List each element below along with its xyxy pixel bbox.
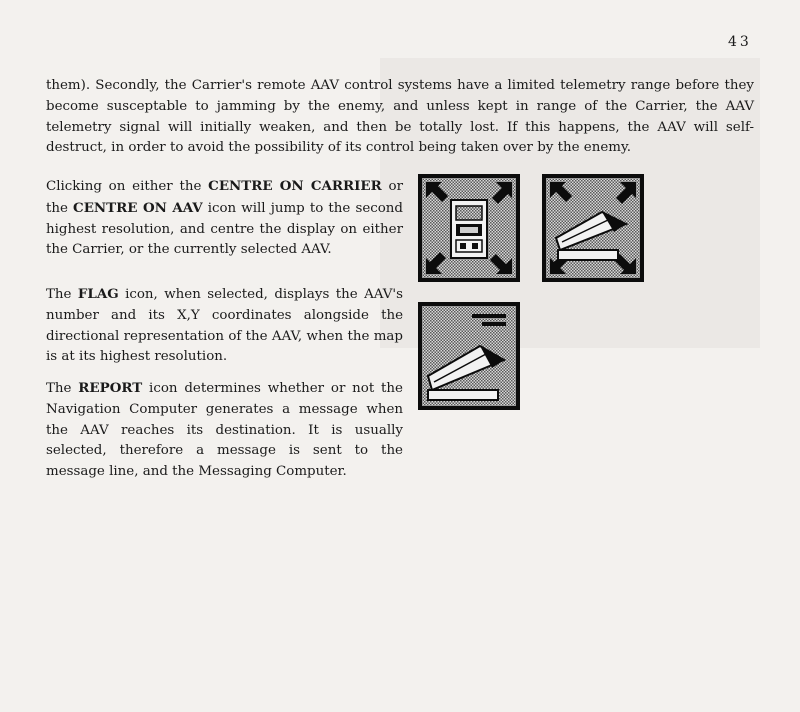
flag-text-2: icon, when selected, displays the AAV's number and its X,Y coordinates alongside the directional representation of the AAV, when the map is at its highest resolution.	[46, 287, 403, 365]
carrier-icon	[418, 174, 520, 282]
centre-text-2: or the	[46, 179, 403, 216]
report-text-1: The	[46, 381, 79, 396]
report-label: REPORT	[78, 380, 143, 396]
centre-on-carrier-label: CENTRE ON CARRIER	[208, 178, 382, 194]
report-text-2: icon determines whether or not the Navigation Computer generates a message when the AAV reaches its destination. It is usually selected, therefore a message is sent to the message line, and the Messaging Computer.	[46, 381, 403, 480]
flag-label: FLAG	[77, 286, 119, 302]
intro-paragraph: them). Secondly, the Carrier's remote AAV control systems have a limited telemetry range before they become susceptable to jamming by the enemy, and unless kept in range of the Carrier, the AAV telemetry signal will initially weaken, and then be totally lost. If this happens, the AAV will self-destruct, in order to avoid the possibility of its control being taken over by the enemy.	[46, 78, 754, 156]
flag-button[interactable]	[418, 302, 520, 410]
centre-on-aav-label: CENTRE ON AAV	[73, 199, 203, 216]
centre-on-aav-button[interactable]	[542, 174, 644, 282]
aav-icon	[542, 174, 644, 282]
centre-on-carrier-button[interactable]	[418, 174, 520, 282]
centre-text-3: icon will jump to the second highest resolution, and centre the display on either the Carrier, or the currently selected AAV.	[46, 200, 404, 258]
flag-paragraph	[46, 284, 403, 368]
page-number: 43	[728, 34, 752, 50]
centre-paragraph	[46, 176, 403, 261]
report-paragraph	[46, 378, 403, 483]
flag-icon	[418, 302, 520, 410]
flag-text-1: The	[46, 287, 78, 302]
centre-text-1: Clicking on either the	[46, 179, 209, 194]
